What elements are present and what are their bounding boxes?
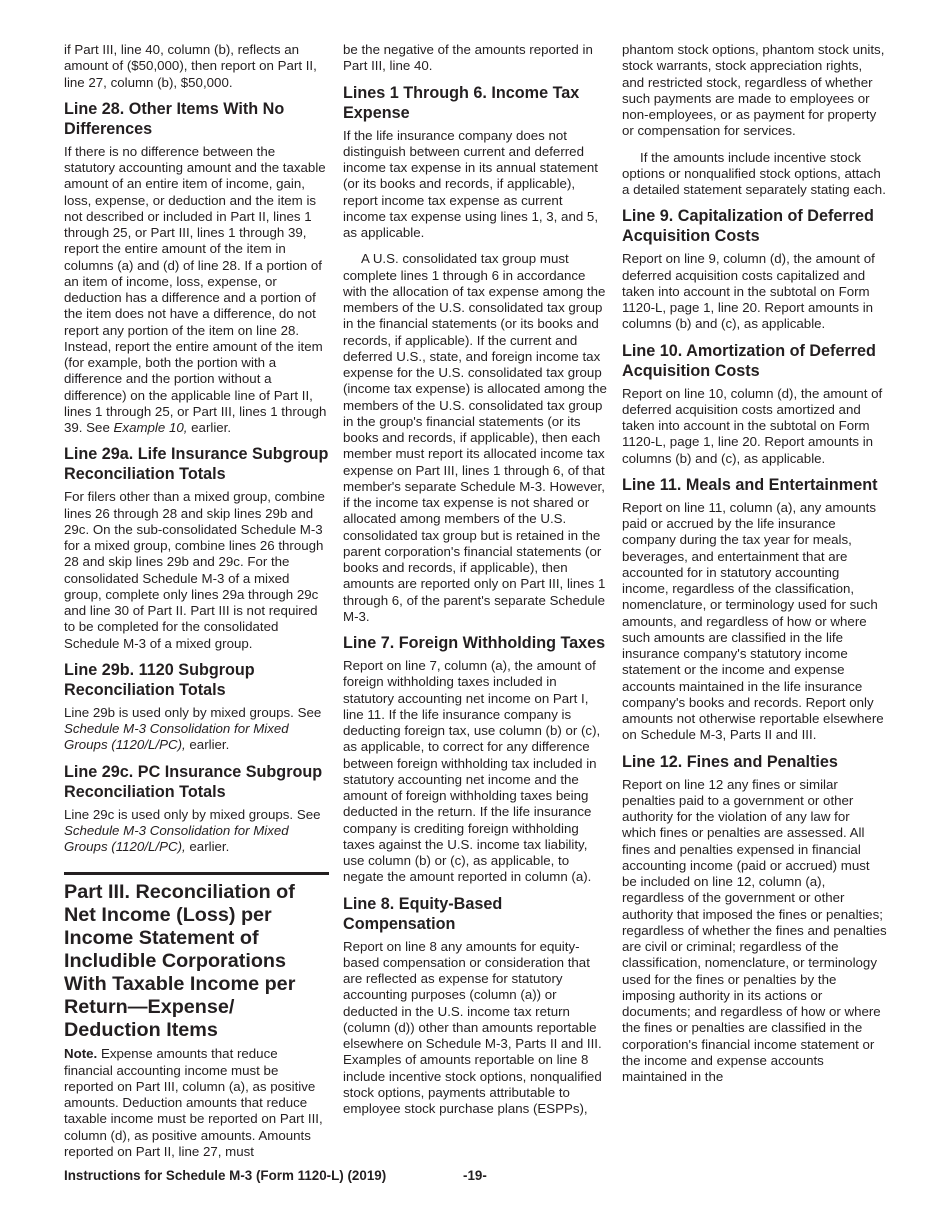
heading-line-11: Line 11. Meals and Entertainment — [622, 475, 878, 494]
heading-line-28: Line 28. Other Items With No Differences — [64, 99, 285, 138]
paragraph-line-9: Report on line 9, column (d), the amount of deferred acquisition costs capitalized and taken into account in the subtotal on Form 1120-L, page 1, line 20. Report amounts in columns (b) and (c), as applicable. — [622, 251, 875, 332]
page-number: -19- — [463, 1168, 487, 1183]
paragraph-line-29a: For filers other than a mixed group, combine lines 26 through 28 and skip lines 29b and 29c. On the sub-consolidated Schedule M-3 for a mixed group, combine lines 26 through 28 and skip lines 29b and 29c. For the consolidated Schedule M-3 of a mixed group, complete only lines 29a through 29c and line 30 of Part II. Part III is not required to be completed for the consolidated Schedule M-3 of a mixed group. — [64, 489, 325, 651]
paragraph-continued: if Part III, line 40, column (b), reflects an amount of ($50,000), then report on Part II, line 27, column (b), $50,000. — [64, 42, 317, 90]
heading-part-iii: Part III. Reconciliation of Net Income (Loss) per Income Statement of Includible Corporations With Taxable Income per Return—Expense/ Deduction Items — [64, 881, 296, 1042]
paragraph-line-29b: Line 29b is used only by mixed groups. See Schedule M-3 Consolidation for Mixed Groups (1120/L/PC), earlier. — [64, 704, 322, 753]
column-left — [64, 42, 329, 1160]
paragraph-continued: be the negative of the amounts reported in Part III, line 40. — [343, 42, 593, 74]
footer-title: Instructions for Schedule M-3 (Form 1120-L) (2019) — [64, 1168, 387, 1183]
paragraph-line-29c: Line 29c is used only by mixed groups. See Schedule M-3 Consolidation for Mixed Groups (1120/L/PC), earlier. — [64, 806, 321, 854]
heading-line-7: Line 7. Foreign Withholding Taxes — [343, 634, 606, 652]
paragraph-line-11: Report on line 11, column (a), any amounts paid or accrued by the life insurance company during the tax year for meals, beverages, and entertainment that are accounted for in statutory accounting income, regardless of the classification, nomenclature, or terminology used for such amounts, and regardless of how or where such amounts are classified in the life insurance company's statutory income statement or the income and expense accounts maintained in the life insurance company's books and records. Report only amounts not otherwise reportable elsewhere on Schedule M-3, Parts II and III. — [622, 499, 884, 743]
heading-line-10: Line 10. Amortization of Deferred Acquisition Costs — [622, 341, 876, 380]
paragraph-line-28: If there is no difference between the statutory accounting amount and the taxable amount of an entire item of income, gain, loss, expense, or deduction and the item is not described or included in Part II, lines 1 through 25, or Part III, lines 1 through 39, report the entire amount of the item in columns (a) and (d) of line 28. If a portion of an item of income, loss, expense, or deduction has a difference and a portion of the item does not have a difference, do not report any portion of the item on line 28. Instead, report the entire amount of the item (for example, both the portion with a difference and the portion without a difference) on the applicable line of Part II, lines 1 through 25, or Part III, lines 1 through 39. See Example 10, earlier. — [64, 143, 327, 435]
paragraph-note: Note. Expense amounts that reduce financial accounting income must be reported on Part III, column (a), as positive amounts. Deduction amounts that reduce taxable income must be reported on Part III, column (d), as positive amounts. Amounts reported on Part II, line 27, must — [64, 1046, 323, 1159]
heading-line-9: Line 9. Capitalization of Deferred Acquisition Costs — [622, 207, 874, 246]
section-divider — [64, 872, 329, 875]
paragraph-line-8: Report on line 8 any amounts for equity-based compensation or consideration that are reflected as expense for statutory accounting purposes (column (a)) or deducted in the U.S. income tax return (column (d)) other than amounts reportable elsewhere on Schedule M-3, Parts II and III. Examples of amounts reportable on line 8 include incentive stock options, nonqualified stock options, payments attributable to employee stock purchase plans (ESPPs), — [343, 938, 602, 1116]
column-middle — [343, 42, 609, 1117]
column-right — [622, 42, 887, 1085]
heading-line-8: Line 8. Equity-Based Compensation — [343, 894, 503, 933]
paragraph-continued: phantom stock options, phantom stock units, stock warrants, stock appreciation rights, and restricted stock, regardless of whether such payments are made to employees or non-employees, or as payment for property or compensation for services. — [622, 42, 885, 139]
page-footer — [64, 1168, 487, 1183]
paragraph-incentive-stock: If the amounts include incentive stock options or nonqualified stock options, attach a detailed statement separately stating each. — [622, 149, 886, 197]
paragraph-line-12: Report on line 12 any fines or similar penalties paid to a government or other authority for the violation of any law for which fines or penalties are assessed. All fines and penalties expensed in financial accounting income (paid or accrued) must be included on line 12, column (a), regardless of the government or other authority that imposed the fines or penalties; regardless of whether the fines and penalties are civil or criminal; regardless of the classification, nomenclature, or terminology used for the fines or penalties by the imposing authority in its actions or documents; and regardless of how or where the fines or penalties are classified in the corporation's financial income statement or the income and expense accounts maintained in the — [622, 776, 887, 1084]
paragraph-lines-1-6-b: A U.S. consolidated tax group must complete lines 1 through 6 in accordance with the allocation of tax expense among the members of the U.S. consolidated tax group in the financial statements (or its books and records, if applicable). If the current and deferred U.S., state, and foreign income tax expense for the U.S. consolidated tax group (income tax expense) is allocated among the members of the U.S. consolidated tax group in the group's financial statements (or its books and records, if applicable), then each member must report its allocated income tax expense on Part III, lines 1 through 6, of that member's separate Schedule M-3. However, if the income tax expense is not shared or allocated among members of the U.S. consolidated tax group but is retained in the parent corporation's financial statements (or books and records, if applicable), then amounts are reported only on Part III, lines 1 through 6, of the parent's separate Schedule M-3. — [343, 251, 607, 624]
heading-line-29b: Line 29b. 1120 Subgroup Reconciliation Totals — [64, 660, 255, 699]
paragraph-lines-1-6-a: If the life insurance company does not distinguish between current and deferred income tax expense in its annual statement (or its books and records, if applicable), report income tax expense as current income tax expense using lines 1, 3, and 5, as applicable. — [343, 127, 599, 240]
heading-line-29a: Line 29a. Life Insurance Subgroup Reconciliation Totals — [64, 445, 329, 484]
heading-lines-1-6: Lines 1 Through 6. Income Tax Expense — [343, 83, 580, 122]
paragraph-line-10: Report on line 10, column (d), the amount of deferred acquisition costs amortized and taken into account in the subtotal on Form 1120-L, page 1, line 20. Report amounts in columns (b) and (c), as applicable. — [622, 385, 883, 466]
heading-line-29c: Line 29c. PC Insurance Subgroup Reconciliation Totals — [64, 762, 323, 801]
heading-line-12: Line 12. Fines and Penalties — [622, 752, 838, 771]
paragraph-line-7: Report on line 7, column (a), the amount of foreign withholding taxes included in statutory accounting net income on Part I, line 11. If the life insurance company is deducting foreign tax, use column (b) or (c), as applicable, to correct for any difference between foreign withholding tax included in statutory accounting net income and the amount of foreign withholding taxes being deducted in the return. If the life insurance company is crediting foreign withholding taxes against the U.S. income tax liability, use column (b) or (c), as applicable, to negate the amount reported in column (a). — [343, 658, 601, 885]
